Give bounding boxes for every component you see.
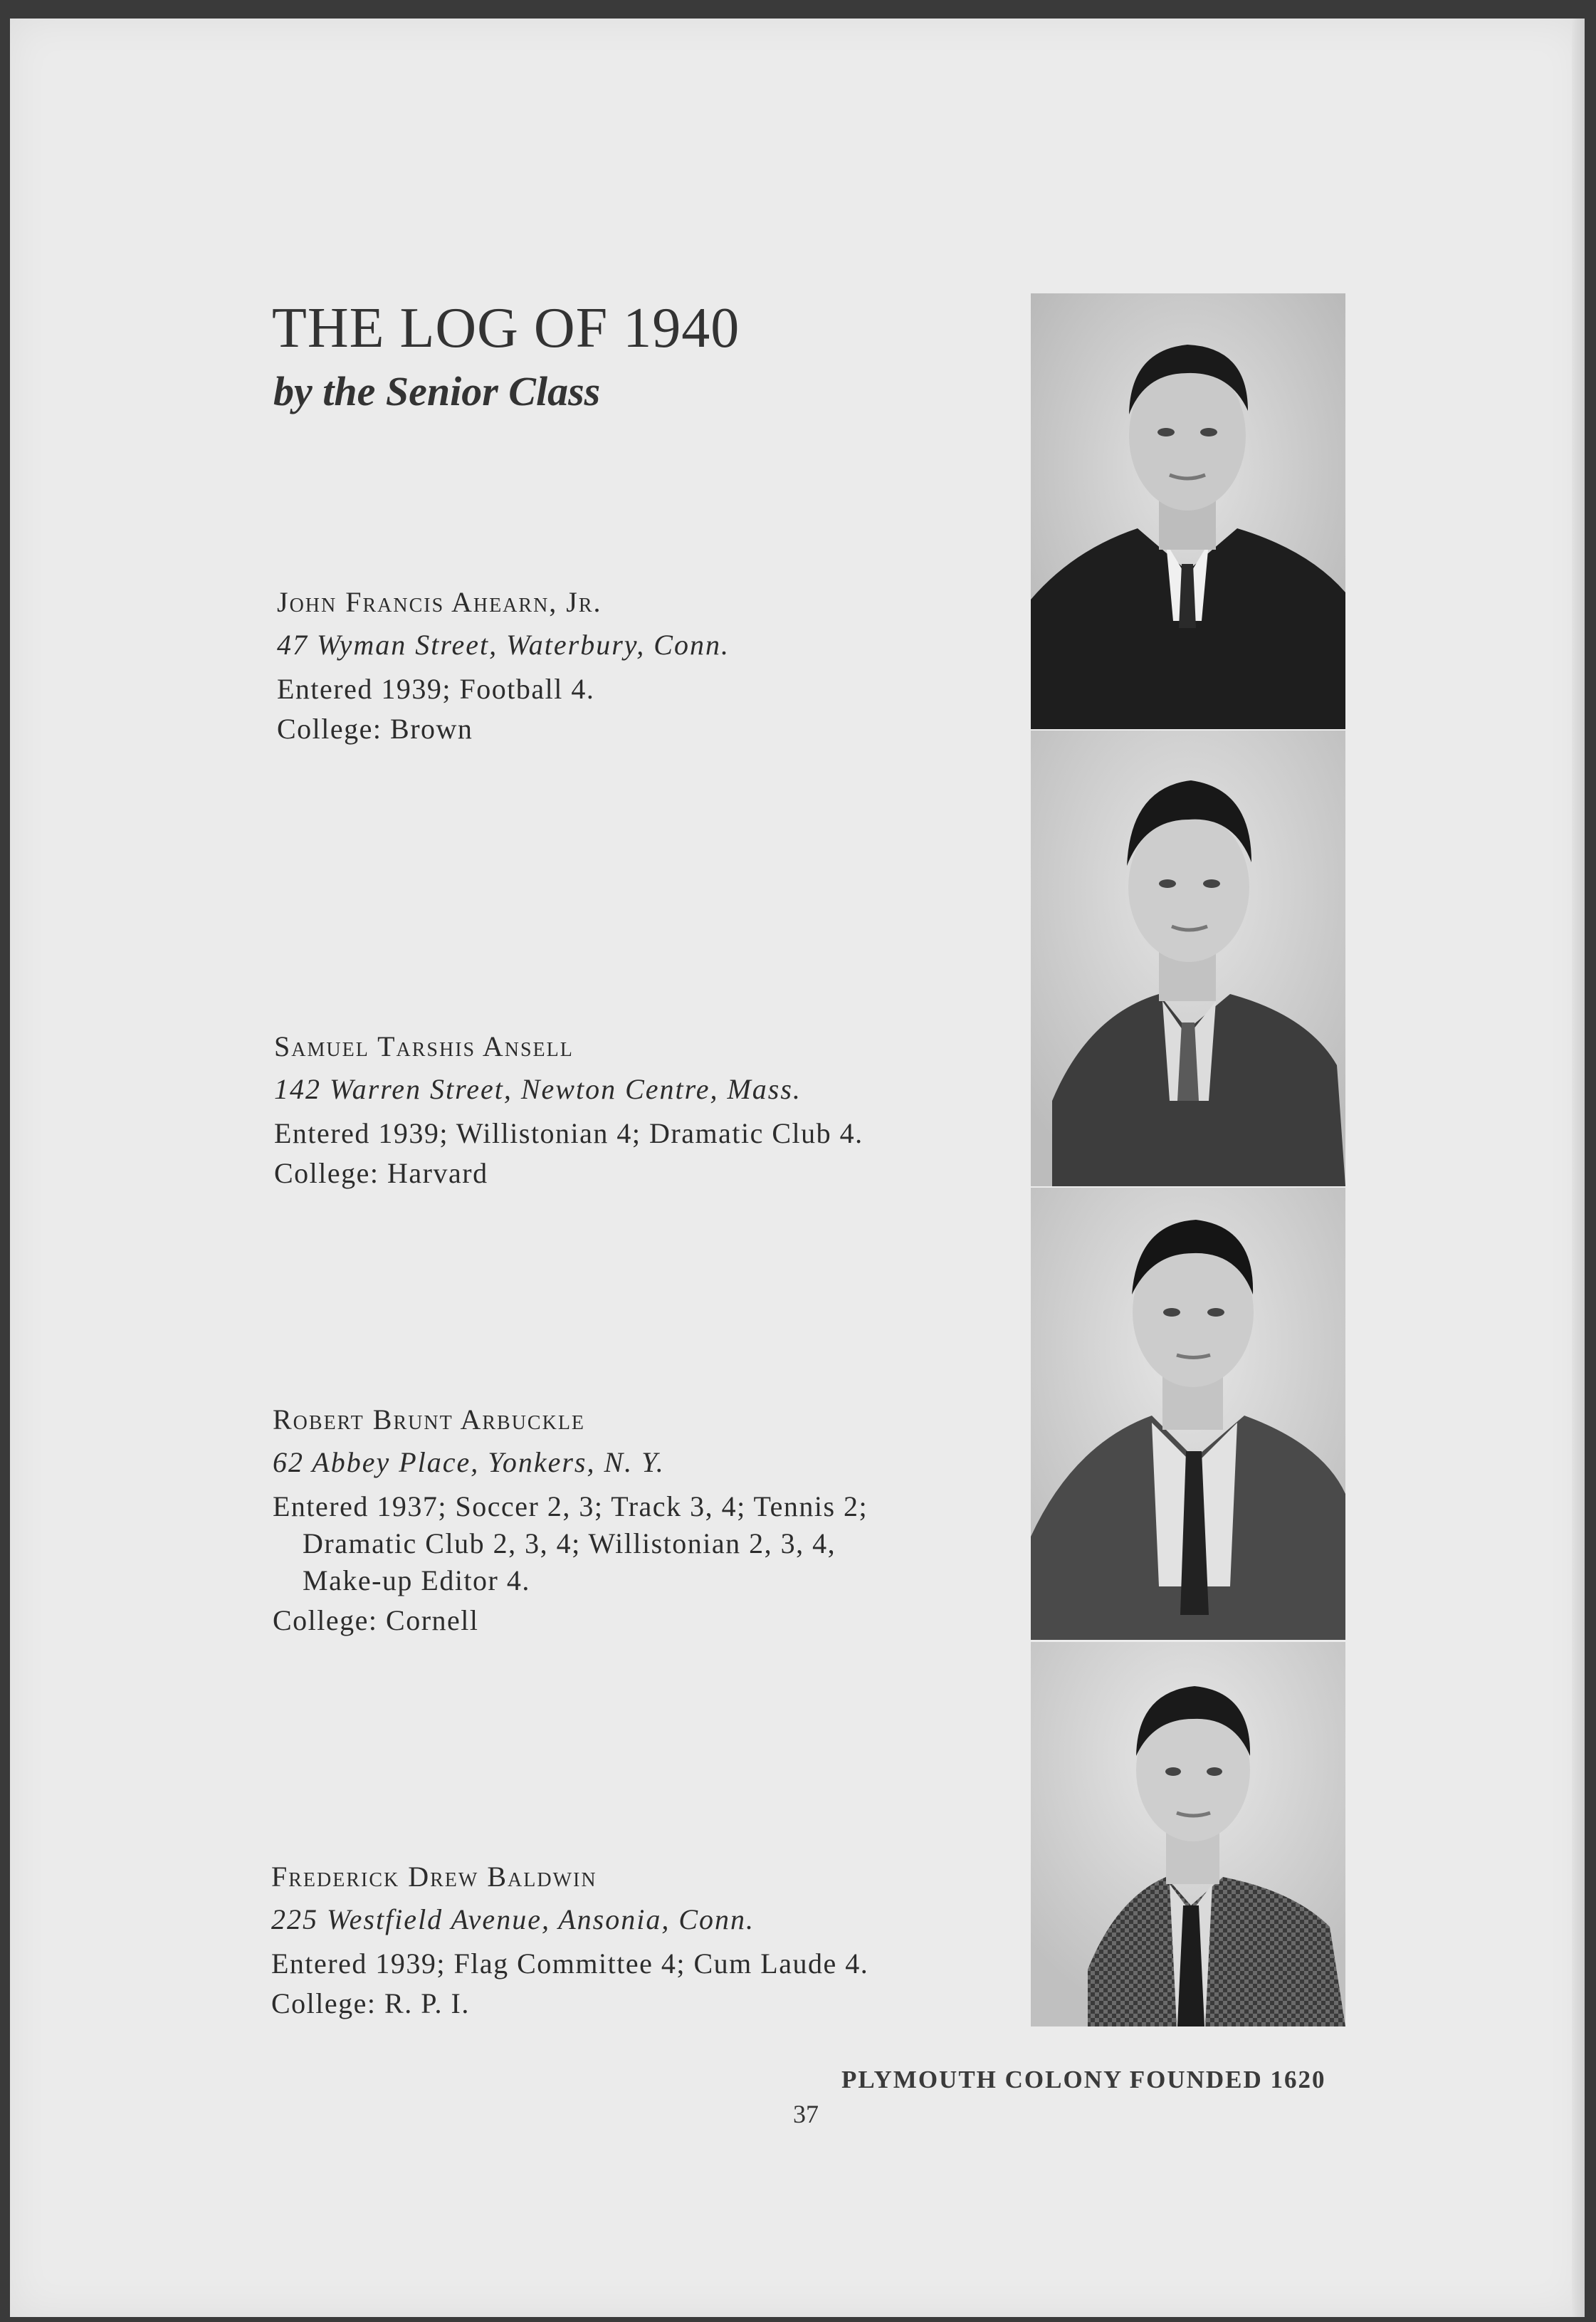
activities-line: Entered 1937; Soccer 2, 3; Track 3, 4; Tennis 2;: [273, 1490, 868, 1522]
student-name: John Francis Ahearn, Jr.: [277, 586, 602, 618]
activities-line: Make-up Editor 4.: [303, 1564, 530, 1596]
page-number: 37: [793, 2100, 819, 2128]
senior-entry: [271, 1856, 912, 2025]
student-address: 47 Wyman Street, Waterbury, Conn.: [277, 629, 730, 661]
student-address: 225 Westfield Avenue, Ansonia, Conn.: [271, 1903, 755, 1935]
activities-line: Entered 1939; Football 4.: [277, 673, 595, 705]
student-address: 142 Warren Street, Newton Centre, Mass.: [274, 1073, 802, 1105]
student-activities: [273, 1488, 913, 1599]
student-name: Samuel Tarshis Ansell: [274, 1030, 574, 1062]
student-college: College: Harvard: [274, 1157, 488, 1189]
footer-caption: PLYMOUTH COLONY FOUNDED 1620: [841, 2066, 1326, 2093]
senior-entry: [277, 581, 918, 751]
activities-line: Dramatic Club 2, 3, 4; Willistonian 2, 3, 4,: [303, 1527, 836, 1559]
student-photo: [1031, 1642, 1345, 2026]
student-activities: [271, 1945, 912, 1982]
student-name: Frederick Drew Baldwin: [271, 1861, 597, 1893]
student-activities: [277, 671, 918, 708]
senior-entry: [274, 1025, 915, 1195]
student-college: College: R. P. I.: [271, 1987, 470, 2019]
student-address: 62 Abbey Place, Yonkers, N. Y.: [273, 1446, 665, 1478]
student-name: Robert Brunt Arbuckle: [273, 1403, 586, 1435]
senior-entry: [273, 1398, 913, 1642]
student-college: College: Brown: [277, 713, 473, 745]
page-subtitle: by the Senior Class: [273, 368, 601, 414]
student-college: College: Cornell: [273, 1604, 479, 1636]
student-activities: [274, 1115, 915, 1152]
yearbook-page: [10, 19, 1585, 2317]
activities-line: Entered 1939; Flag Committee 4; Cum Laude 4.: [271, 1947, 869, 1980]
page-edge-shadow: [1572, 19, 1585, 2317]
activities-line: Entered 1939; Willistonian 4; Dramatic Club 4.: [274, 1117, 863, 1149]
student-photo: [1031, 731, 1345, 1186]
student-photo: [1031, 1188, 1345, 1640]
student-photo: [1031, 293, 1345, 729]
page-title: THE LOG OF 1940: [272, 297, 740, 360]
